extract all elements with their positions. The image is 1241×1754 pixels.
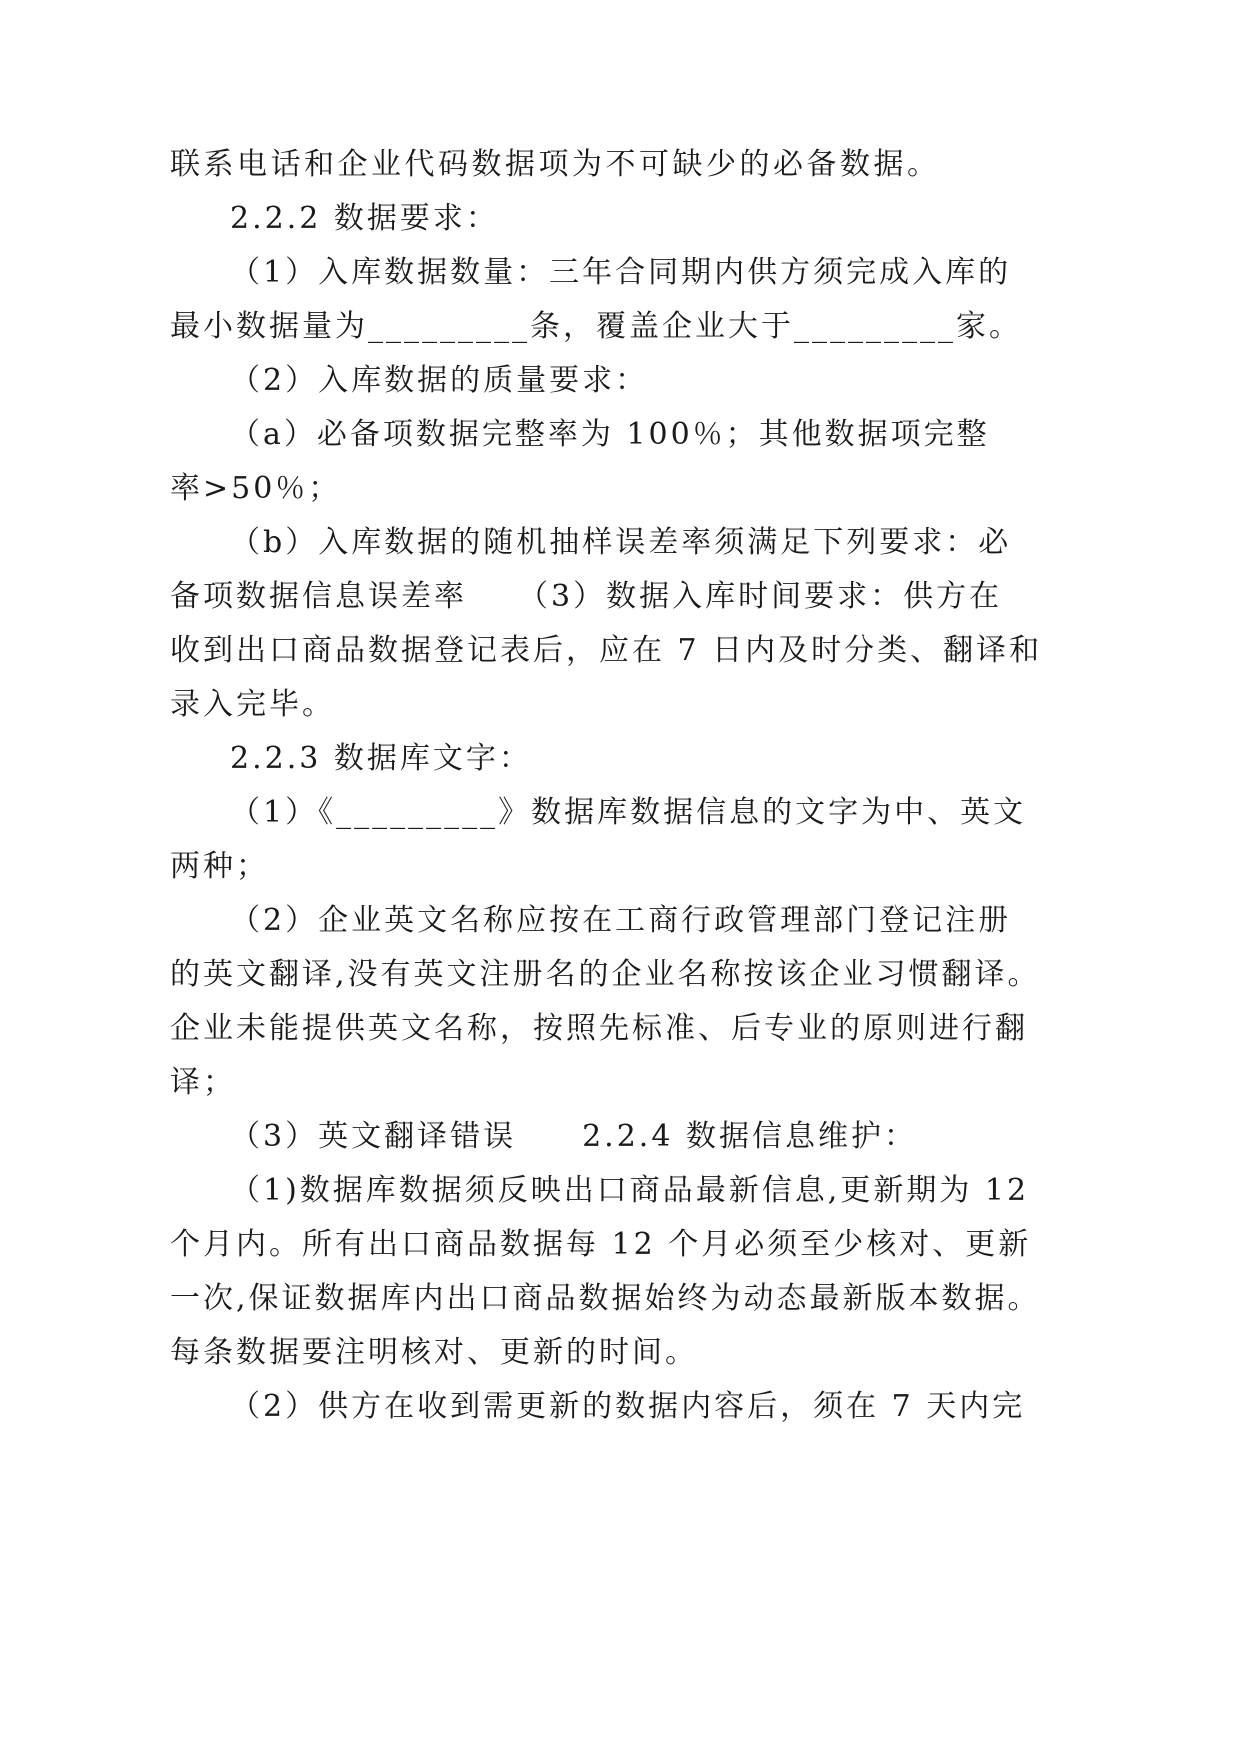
paragraph-line: 每条数据要注明核对、更新的时间。 <box>170 1335 698 1370</box>
paragraph-line: 一次,保证数据库内出口商品数据始终为动态最新版本数据。 <box>170 1281 1041 1316</box>
paragraph-line: 的英文翻译,没有英文注册名的企业名称按该企业习惯翻译。 <box>170 957 1041 992</box>
paragraph-line: （b）入库数据的随机抽样误差率须满足下列要求：必 <box>230 525 1012 560</box>
section-heading: 2.2.2 数据要求： <box>230 201 499 236</box>
paragraph-line: 个月内。所有出口商品数据每 12 个月必须至少核对、更新 <box>170 1227 1032 1262</box>
section-heading: 2.2.3 数据库文字： <box>230 741 532 776</box>
paragraph-line: （2）入库数据的质量要求： <box>230 363 649 398</box>
paragraph-line: （1）《_________》数据库数据信息的文字为中、英文 <box>230 795 1027 830</box>
paragraph-line: （1)数据库数据须反映出口商品最新信息,更新期为 12 <box>230 1173 1030 1208</box>
paragraph-line: （2）供方在收到需更新的数据内容后，须在 7 天内完 <box>230 1389 1026 1424</box>
paragraph-line: 备项数据信息误差率 （3）数据入库时间要求：供方在 <box>170 579 1003 614</box>
paragraph-line: 最小数据量为_________条，覆盖企业大于_________家。 <box>170 309 1022 344</box>
paragraph-line: （1）入库数据数量：三年合同期内供方须完成入库的 <box>230 255 1012 290</box>
paragraph-line: 率>50％； <box>170 471 342 506</box>
paragraph-line: 录入完毕。 <box>170 687 335 722</box>
paragraph-line: 译； <box>170 1065 236 1100</box>
paragraph-line: 收到出口商品数据登记表后，应在 7 日内及时分类、翻译和 <box>170 633 1043 668</box>
paragraph-line: （2）企业英文名称应按在工商行政管理部门登记注册 <box>230 903 1012 938</box>
paragraph-line: （3）英文翻译错误 2.2.4 数据信息维护： <box>230 1119 917 1154</box>
paragraph-line: 联系电话和企业代码数据项为不可缺少的必备数据。 <box>170 147 940 182</box>
paragraph-line: 两种； <box>170 849 269 884</box>
paragraph-line: （a）必备项数据完整率为 100％；其他数据项完整 <box>230 417 990 452</box>
paragraph-line: 企业未能提供英文名称，按照先标准、后专业的原则进行翻 <box>170 1011 1028 1046</box>
